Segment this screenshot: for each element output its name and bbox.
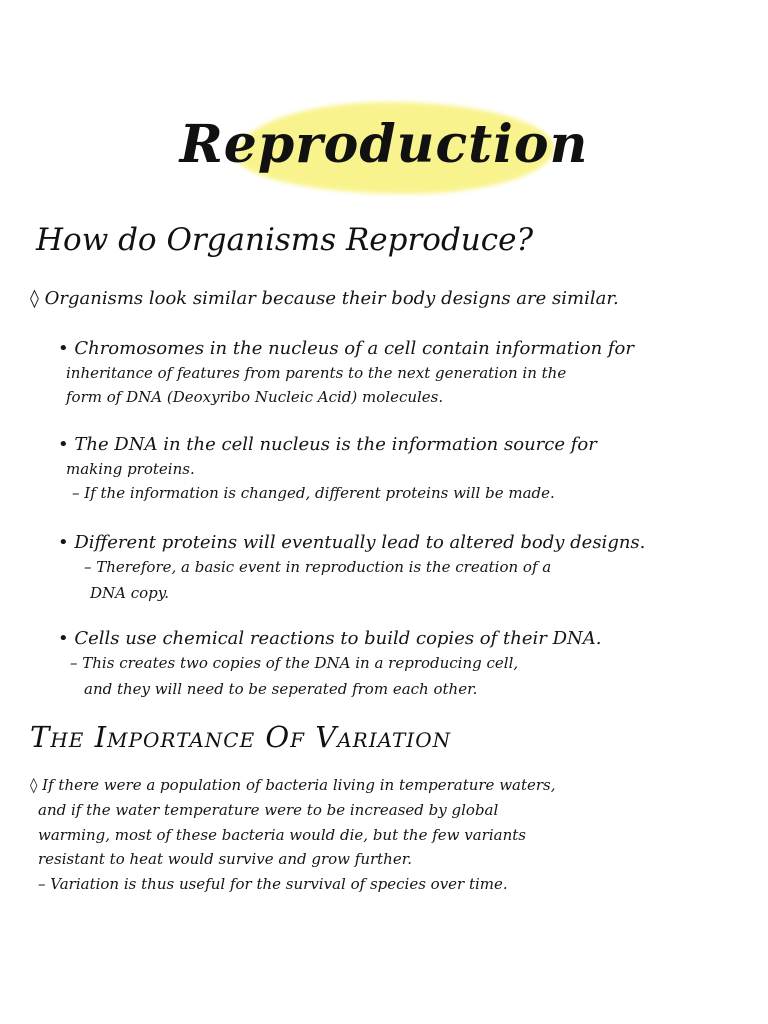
title-block bbox=[0, 96, 768, 206]
variation-line-2: and if the water temperature were to be increased by global bbox=[38, 801, 499, 819]
bullet-4-line-1: • Cells use chemical reactions to build copies of their DNA. bbox=[58, 628, 602, 649]
bullet-1-line-1: • Chromosomes in the nucleus of a cell contain information for bbox=[58, 338, 634, 359]
page-title: Reproduction bbox=[179, 114, 589, 175]
section-heading-reproduce: How do Organisms Reproduce? bbox=[36, 222, 534, 258]
bullet-1-line-3: form of DNA (Deoxyribo Nucleic Acid) molecules. bbox=[66, 388, 444, 406]
bullet-2-line-1: • The DNA in the cell nucleus is the information source for bbox=[58, 434, 597, 455]
bullet-3-line-2: – Therefore, a basic event in reproduction is the creation of a bbox=[84, 558, 552, 576]
bullet-2-line-3: – If the information is changed, different proteins will be made. bbox=[72, 484, 555, 502]
bullet-4-line-3: and they will need to be seperated from each other. bbox=[84, 680, 478, 698]
bullet-4-line-2: – This creates two copies of the DNA in a reproducing cell, bbox=[70, 654, 519, 672]
variation-line-4: resistant to heat would survive and grow further. bbox=[38, 850, 413, 868]
bullet-3-line-1: • Different proteins will eventually lead to altered body designs. bbox=[58, 532, 646, 553]
section-heading-variation: The Importance Of Variation bbox=[30, 720, 452, 754]
bullet-1-line-2: inheritance of features from parents to the next generation in the bbox=[66, 364, 567, 382]
bullet-2-line-2: making proteins. bbox=[66, 460, 195, 478]
variation-line-1: ◊ If there were a population of bacteria living in temperature waters, bbox=[30, 776, 556, 794]
variation-line-3: warming, most of these bacteria would die, but the few variants bbox=[38, 826, 526, 844]
intro-line: ◊ Organisms look similar because their body designs are similar. bbox=[30, 288, 619, 309]
bullet-3-line-3: DNA copy. bbox=[90, 584, 170, 602]
variation-line-5: – Variation is thus useful for the survival of species over time. bbox=[38, 875, 508, 893]
